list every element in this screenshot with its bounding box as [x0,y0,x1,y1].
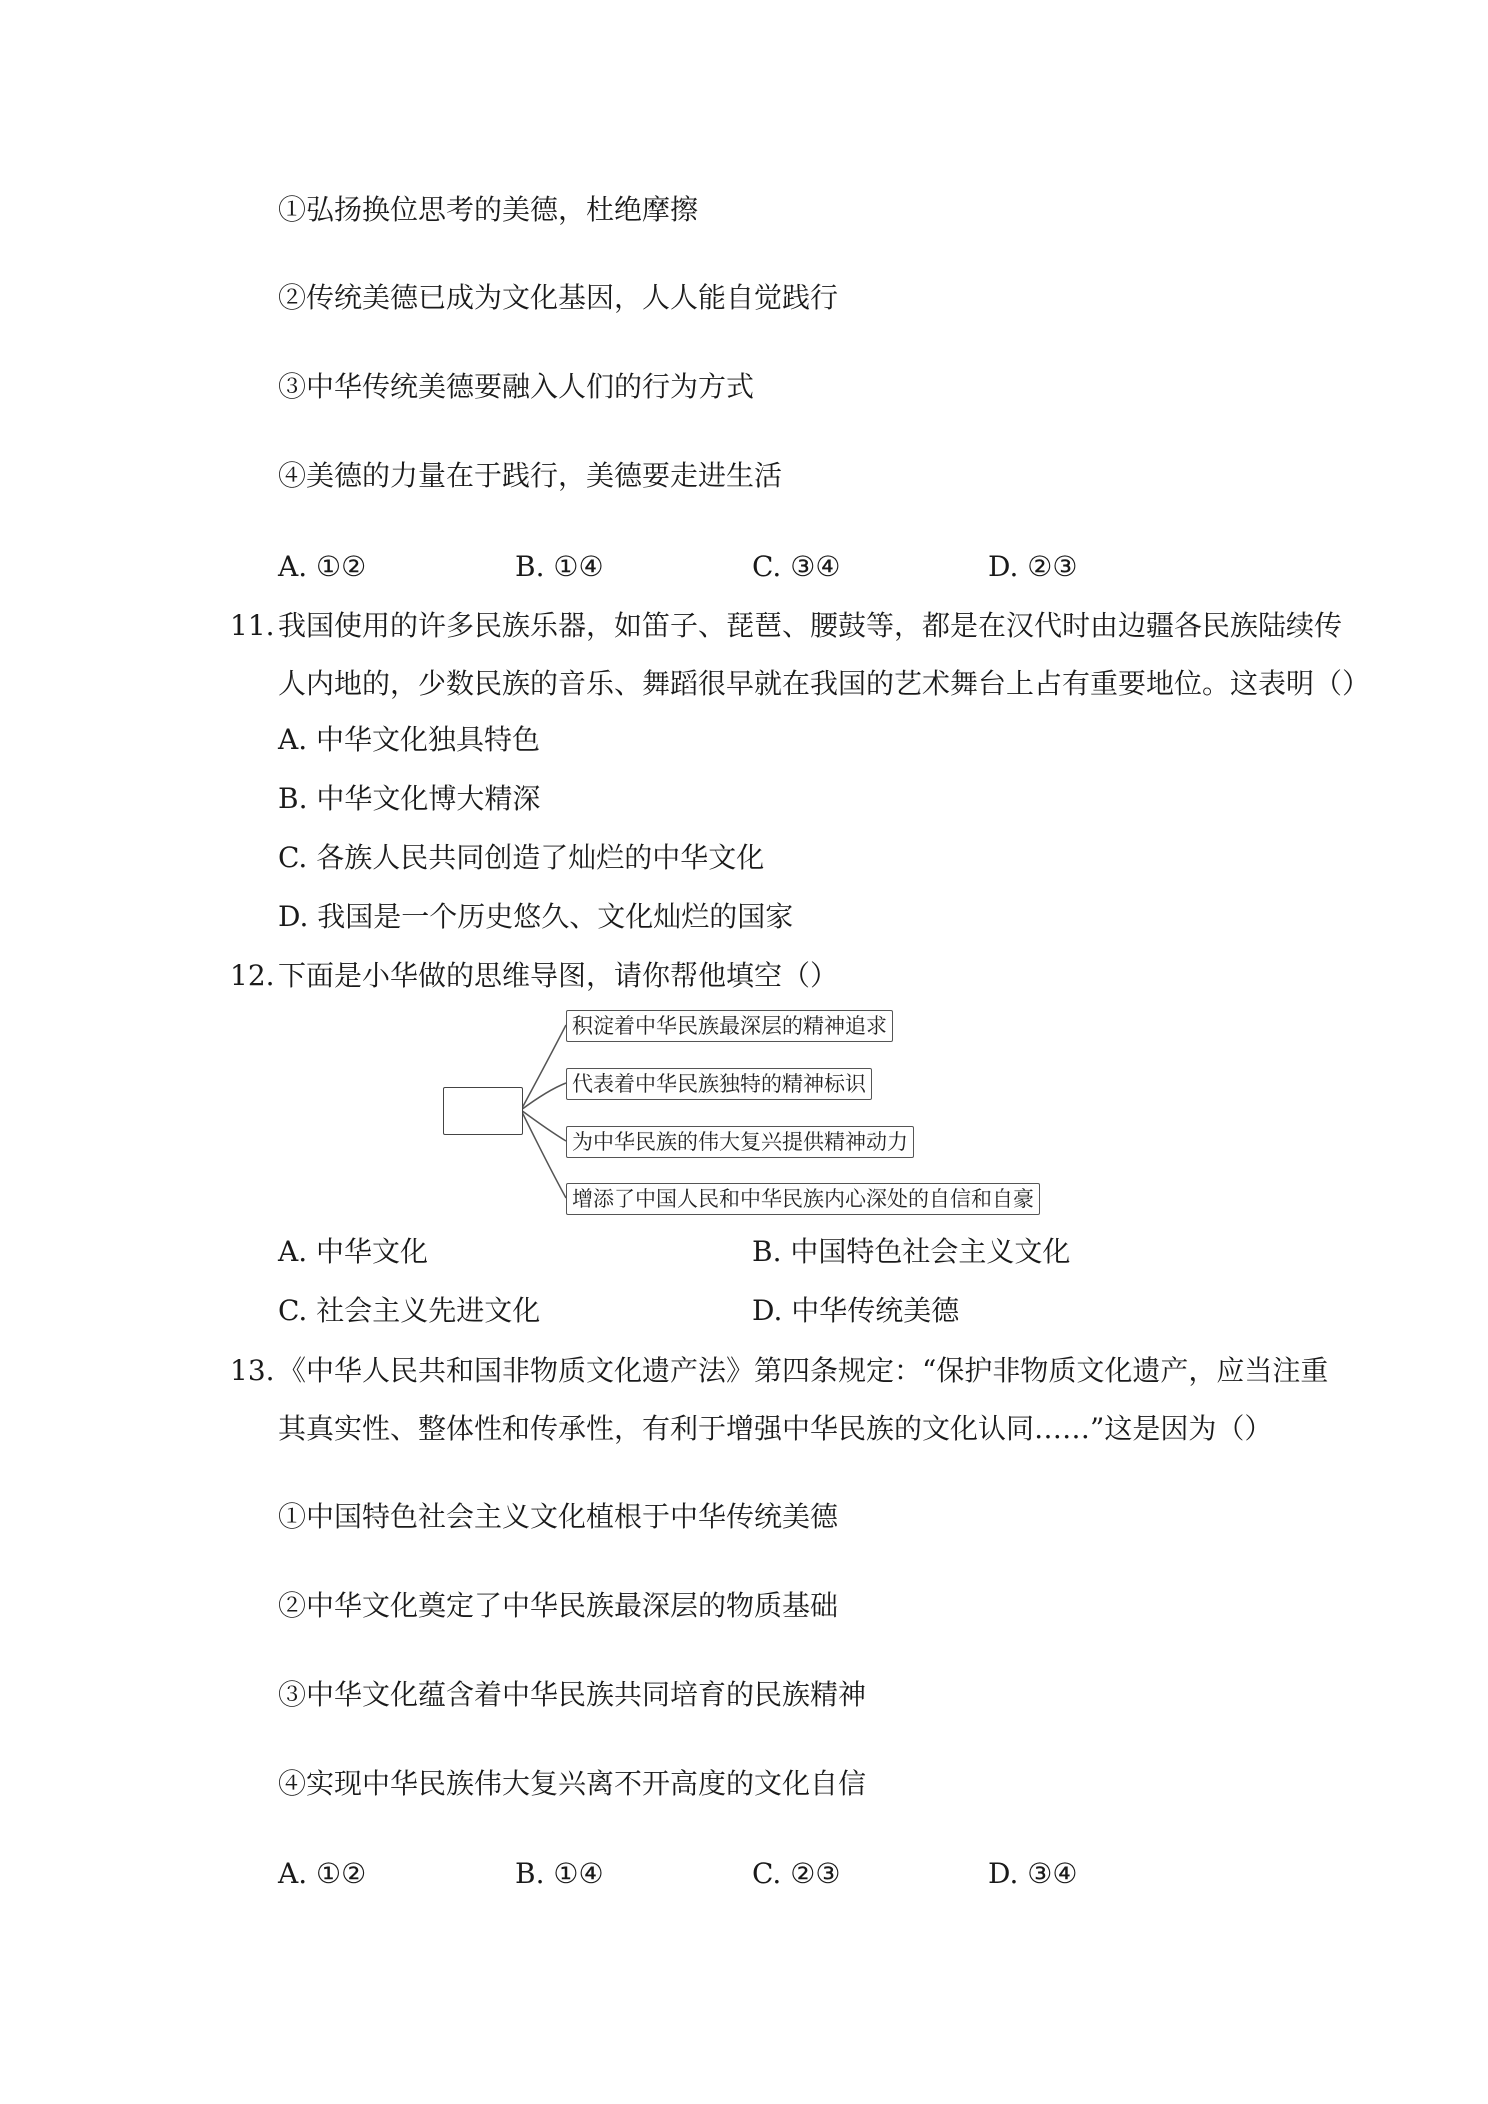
q13-statement-4: ④实现中华民族伟大复兴离不开高度的文化自信 [278,1767,867,1800]
q12-number: 12. [230,959,275,992]
q10-option-d[interactable]: D. ②③ [988,550,1078,583]
mindmap-branch-1: 积淀着中华民族最深层的精神追求 [566,1010,893,1042]
q13-statement-3: ③中华文化蕴含着中华民族共同培育的民族精神 [278,1678,867,1711]
q13-option-a[interactable]: A. ①② [278,1857,367,1890]
q11-option-b[interactable]: B. 中华文化博大精深 [278,782,541,815]
q13-statement-1: ①中国特色社会主义文化植根于中华传统美德 [278,1500,839,1533]
q12-option-b[interactable]: B. 中国特色社会主义文化 [752,1235,1071,1268]
q13-option-c[interactable]: C. ②③ [752,1857,841,1890]
q11-option-c[interactable]: C. 各族人民共同创造了灿烂的中华文化 [278,841,765,874]
mindmap-blank-box[interactable] [443,1087,523,1135]
q10-option-c[interactable]: C. ③④ [752,550,841,583]
q10-statement-3: ③中华传统美德要融入人们的行为方式 [278,370,755,403]
mindmap-branch-2: 代表着中华民族独特的精神标识 [566,1068,872,1100]
q10-statement-4: ④美德的力量在于践行，美德要走进生活 [278,459,783,492]
q11-stem-line-2: 人内地的，少数民族的音乐、舞蹈很早就在我国的艺术舞台上占有重要地位。这表明（） [278,667,1371,700]
q12-stem: 下面是小华做的思维导图，请你帮他填空（） [278,959,839,992]
q13-stem-line-1: 《中华人民共和国非物质文化遗产法》第四条规定：“保护非物质文化遗产，应当注重 [278,1354,1329,1387]
q11-stem-line-1: 我国使用的许多民族乐器，如笛子、琵琶、腰鼓等，都是在汉代时由边疆各民族陆续传 [278,609,1343,642]
q13-stem-line-2: 其真实性、整体性和传承性，有利于增强中华民族的文化认同……”这是因为（） [278,1412,1273,1445]
q10-statement-1: ①弘扬换位思考的美德，杜绝摩擦 [278,193,699,226]
q11-number: 11. [230,609,275,642]
q13-statement-2: ②中华文化奠定了中华民族最深层的物质基础 [278,1589,839,1622]
q12-option-a[interactable]: A. 中华文化 [278,1235,429,1268]
q11-option-d[interactable]: D. 我国是一个历史悠久、文化灿烂的国家 [278,900,794,933]
q12-option-d[interactable]: D. 中华传统美德 [752,1294,960,1327]
q13-option-d[interactable]: D. ③④ [988,1857,1078,1890]
mindmap-branch-3: 为中华民族的伟大复兴提供精神动力 [566,1126,914,1158]
q10-option-b[interactable]: B. ①④ [515,550,604,583]
q13-number: 13. [230,1354,275,1387]
q11-option-a[interactable]: A. 中华文化独具特色 [278,723,541,756]
q10-statement-2: ②传统美德已成为文化基因，人人能自觉践行 [278,281,839,314]
q12-option-c[interactable]: C. 社会主义先进文化 [278,1294,541,1327]
q13-option-b[interactable]: B. ①④ [515,1857,604,1890]
mindmap-branch-4: 增添了中国人民和中华民族内心深处的自信和自豪 [566,1183,1040,1215]
q10-option-a[interactable]: A. ①② [278,550,367,583]
